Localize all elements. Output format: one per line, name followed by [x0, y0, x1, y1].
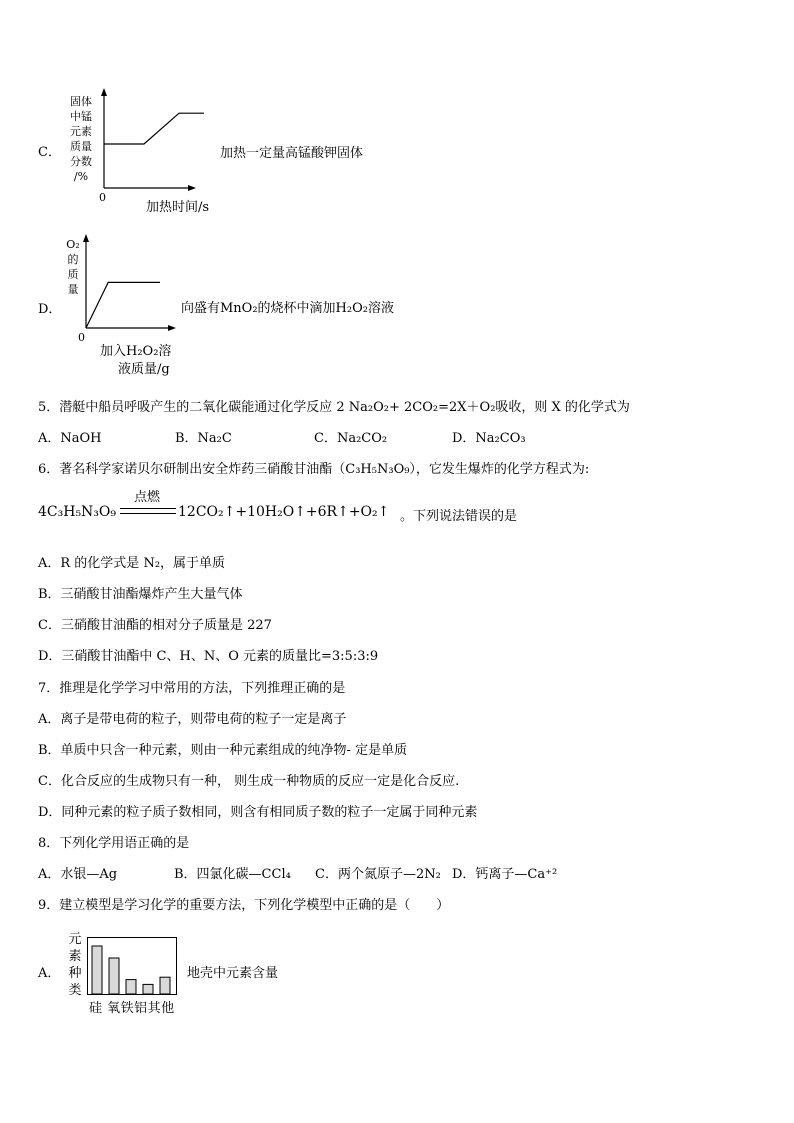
q7-option-d[interactable]: D．同种元素的粒子质子数相同，则含有相同质子数的粒子一定属于同种元素	[38, 805, 478, 820]
q6-equation-left: 4C₃H₅N₃O₉	[38, 504, 117, 520]
q7-option-c[interactable]: C．化合反应的生成物只有一种， 则生成一种物质的反应一定是化合反应.	[38, 774, 460, 789]
bar-氧	[109, 958, 119, 994]
series-line	[86, 282, 160, 328]
ylabel-line: 量	[67, 283, 79, 296]
q9-a-ylabel	[66, 931, 84, 999]
q8-option-b[interactable]: B．四氯化碳—CCl₄	[174, 867, 291, 882]
q6-stem: 6．著名科学家诺贝尔研制出安全炸药三硝酸甘油酯（C₃H₅N₃O₉），它发生爆炸的化学方程式为:	[38, 462, 590, 477]
q7-option-b[interactable]: B．单质中只含一种元素，则由一种元素组成的纯净物- 定是单质	[38, 743, 408, 758]
q6-option-b[interactable]: B．三硝酸甘油酯爆炸产生大量气体	[38, 587, 243, 602]
q7-stem: 7．推理是化学学习中常用的方法，下列推理正确的是	[38, 681, 346, 696]
bar-铝	[143, 984, 153, 994]
bar-铁	[126, 980, 136, 994]
ylabel-line: 固体	[70, 95, 92, 108]
option-c-description: 加热一定量高锰酸钾固体	[220, 146, 364, 161]
q8-option-d[interactable]: D．钙离子—Ca⁺²	[452, 867, 558, 882]
q8-option-c[interactable]: C．两个氮原子—2N₂	[315, 867, 441, 882]
q6-equation-condition: 点燃	[134, 490, 161, 505]
bar-硅	[92, 946, 102, 994]
option-d-xlabel-2: 液质量/g	[118, 362, 170, 377]
q5-option-a[interactable]: A．NaOH	[38, 431, 102, 446]
ylabel-line: O₂	[66, 238, 80, 251]
option-c-origin: 0	[99, 191, 106, 204]
option-d-description: 向盛有MnO₂的烧杯中滴加H₂O₂溶液	[181, 301, 394, 316]
q6-option-d[interactable]: D．三硝酸甘油酯中 C、H、N、O 元素的质量比=3:5:3:9	[38, 649, 379, 664]
chart-mn-fraction	[100, 88, 210, 193]
q5-option-d[interactable]: D．Na₂CO₃	[452, 431, 526, 446]
q5-option-c[interactable]: C．Na₂CO₂	[314, 431, 388, 446]
ylabel-line: 素	[68, 949, 82, 964]
ylabel-line: /%	[73, 170, 89, 183]
q7-option-a[interactable]: A．离子是带电荷的粒子，则带电荷的粒子一定是离子	[38, 712, 347, 727]
y-axis-arrow	[101, 88, 107, 96]
q9-option-a-description: 地壳中元素含量	[187, 966, 279, 981]
series-line	[104, 113, 204, 144]
option-c-xlabel: 加热时间/s	[146, 200, 210, 215]
q6-option-a[interactable]: A．R 的化学式是 N₂，属于单质	[38, 556, 226, 571]
option-c-ylabel	[62, 94, 100, 184]
q9-stem: 9．建立模型是学习化学的重要方法，下列化学模型中正确的是（ ）	[38, 898, 450, 913]
q6-equation-right: 12CO₂↑+10H₂O↑+6R↑+O₂↑	[178, 504, 390, 520]
y-axis-arrow	[83, 234, 89, 242]
ylabel-line: 质	[67, 268, 79, 281]
q6-equation-tail: 。下列说法错误的是	[400, 509, 518, 524]
chart-o2-mass	[82, 234, 192, 334]
ylabel-line: 类	[68, 983, 82, 998]
ylabel-line: 种	[68, 966, 82, 981]
q9-option-a-letter: A．	[38, 966, 61, 981]
q5-option-b[interactable]: B．Na₂C	[175, 431, 232, 446]
ylabel-line: 的	[67, 253, 79, 266]
option-d-origin: 0	[78, 331, 85, 344]
q5-stem: 5．潜艇中船员呼吸产生的二氧化碳能通过化学反应 2 Na₂O₂+ 2CO₂=2X＋O₂吸收，则 X 的化学式为	[38, 400, 630, 415]
option-d-xlabel-1: 加入H₂O₂溶	[100, 344, 172, 359]
q8-option-a[interactable]: A．水银—Ag	[38, 867, 118, 882]
option-c-letter: C．	[38, 145, 61, 160]
q9-a-xlabel: 硅 氧铁铝其他	[89, 1001, 175, 1016]
ylabel-line: 元	[68, 932, 82, 947]
option-d-ylabel	[62, 237, 84, 297]
x-axis-arrow	[168, 325, 176, 331]
ylabel-line: 元素	[70, 125, 92, 138]
option-d-letter: D．	[38, 302, 62, 317]
x-axis-arrow	[188, 185, 196, 191]
bar-其他	[160, 977, 170, 994]
ylabel-line: 中锰	[70, 110, 92, 123]
q8-stem: 8．下列化学用语正确的是	[38, 836, 190, 851]
q6-option-c[interactable]: C．三硝酸甘油酯的相对分子质量是 227	[38, 618, 272, 633]
ylabel-line: 质量	[70, 140, 92, 153]
equation-equals-bar	[120, 508, 176, 514]
chart-crust-elements	[87, 937, 177, 995]
ylabel-line: 分数	[70, 155, 92, 168]
